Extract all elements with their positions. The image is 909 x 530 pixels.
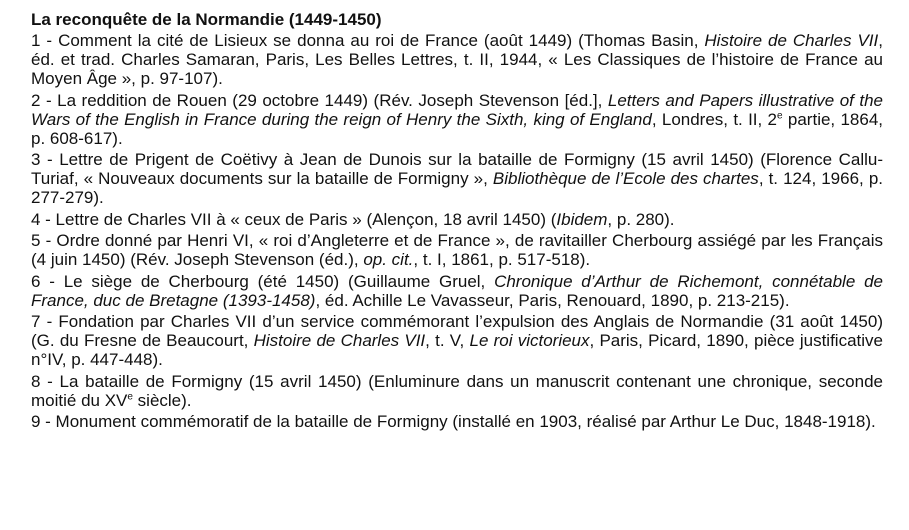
entry-text: , p. 280). bbox=[607, 209, 675, 229]
entry-text: partie, 1864, p. 608-617). bbox=[31, 109, 884, 148]
italic-title-text: Histoire de Charles VII bbox=[704, 31, 879, 50]
entry-text: 8 - La bataille de Formigny (15 avril 1450) (Enluminure dans un manuscrit contenant une chronique, seconde moitié du XV bbox=[31, 371, 883, 410]
entry-text: 2 - La reddition de Rouen (29 octobre 1449) (Rév. Joseph Stevenson [éd.], bbox=[31, 90, 608, 110]
italic-title-text: op. cit. bbox=[363, 250, 414, 269]
source-entry bbox=[31, 91, 883, 148]
entry-text: 4 - Lettre de Charles VII à « ceux de Paris » (Alençon, 18 avril 1450) ( bbox=[31, 209, 557, 229]
entry-text: 1 - Comment la cité de Lisieux se donna au roi de France (août 1449) (Thomas Basin, bbox=[31, 31, 705, 50]
entry-text: 5 - Ordre donné par Henri VI, « roi d’Angleterre et de France », de ravitailler Cherbourg assiégé par les Français (4 juin 1450) (Rév. Joseph Stevenson (éd.), bbox=[31, 231, 883, 269]
entry-text: 9 - Monument commémoratif de la bataille de Formigny (installé en 1903, réalisé par Arthur Le Duc, 1848-1918). bbox=[31, 412, 876, 431]
italic-title-text: Letters and Papers illustrative of the Wars of the English in France during the reign of Henry the Sixth, king of England bbox=[31, 90, 884, 129]
source-entry bbox=[31, 210, 883, 229]
source-entry bbox=[31, 372, 883, 410]
italic-title-text: Histoire de Charles VII bbox=[253, 331, 426, 350]
entry-text: 3 - Lettre de Prigent de Coëtivy à Jean de Dunois sur la bataille de Formigny (15 avril 1450) (Florence Callu-Turiaf, « Nouveaux documents sur la bataille de Formigny », bbox=[31, 150, 883, 188]
source-entry bbox=[31, 150, 883, 207]
source-entry bbox=[31, 412, 883, 431]
superscript-text: e bbox=[777, 109, 783, 121]
superscript-text: e bbox=[127, 390, 133, 402]
italic-title-text: Chronique d’Arthur de Richemont, connétable de France, duc de Bretagne (1393-1458) bbox=[31, 271, 883, 310]
italic-title-text: Le roi victorieux bbox=[469, 331, 590, 350]
entry-text: 7 - Fondation par Charles VII d’un service commémorant l’expulsion des Anglais de Normandie (31 août 1450) (G. du Fresne de Beaucourt, bbox=[31, 312, 883, 350]
entry-text: siècle). bbox=[132, 390, 192, 410]
entry-text: , éd. et trad. Charles Samaran, Paris, Les Belles Lettres, t. II, 1944, « Les Classiques de l’histoire de France au Moyen Âge », p. 97-107). bbox=[31, 31, 883, 88]
source-entry bbox=[31, 231, 883, 269]
italic-title-text: Bibliothèque de l’Ecole des chartes bbox=[492, 169, 759, 188]
entry-text: 6 - Le siège de Cherbourg (été 1450) (Guillaume Gruel, bbox=[31, 271, 495, 291]
entry-text: , Paris, Picard, 1890, pièce justificative n°IV, p. 447-448). bbox=[31, 331, 883, 369]
entry-text: , t. V, bbox=[425, 331, 470, 350]
source-entry bbox=[31, 31, 883, 88]
source-list bbox=[31, 31, 909, 431]
entry-text: , t. 124, 1966, p. 277-279). bbox=[31, 169, 883, 207]
entry-text: , Londres, t. II, 2 bbox=[651, 109, 778, 129]
entry-text: , éd. Achille Le Vavasseur, Paris, Renouard, 1890, p. 213-215). bbox=[315, 290, 790, 310]
document-title: La reconquête de la Normandie (1449-1450) bbox=[31, 10, 382, 29]
italic-title-text: Ibidem bbox=[556, 209, 608, 229]
entry-text: , t. I, 1861, p. 517-518). bbox=[413, 250, 591, 269]
source-entry bbox=[31, 272, 883, 310]
source-entry bbox=[31, 312, 883, 369]
